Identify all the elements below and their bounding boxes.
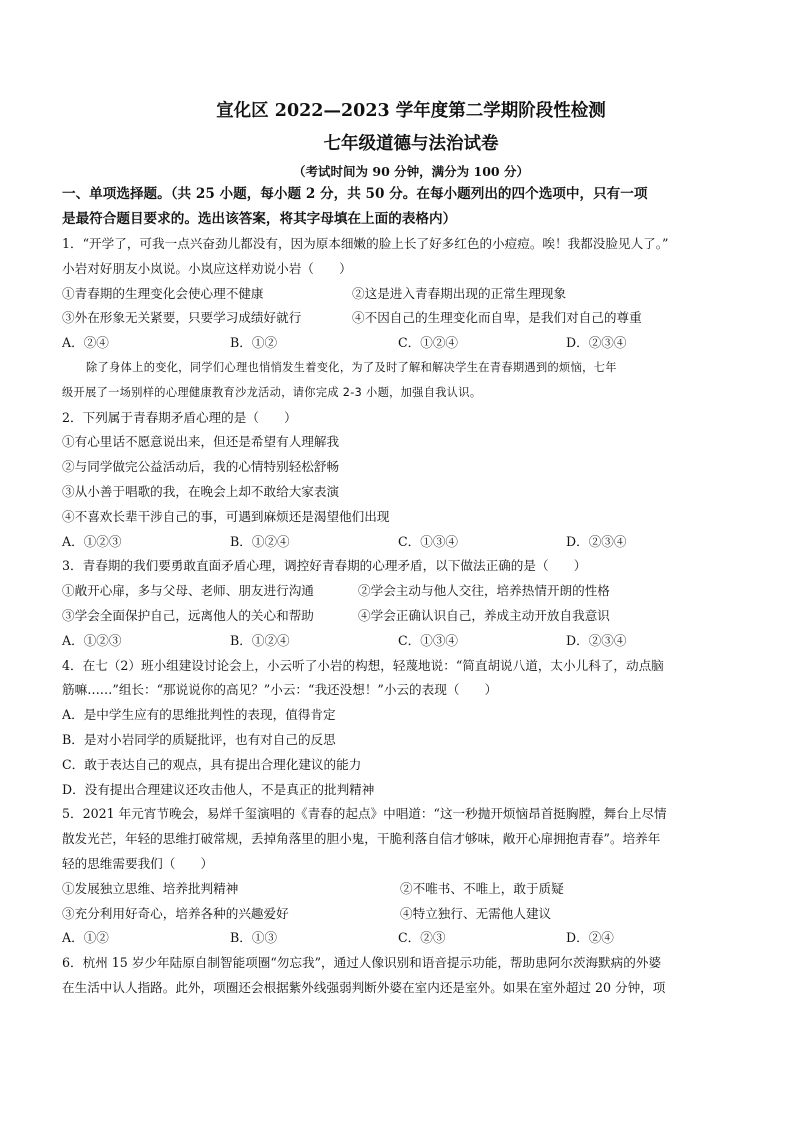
option-b: B．①②④ bbox=[230, 533, 290, 549]
question-1 bbox=[62, 232, 752, 356]
question-stem: 1．“开学了，可我一点兴奋劲儿都没有，因为原本细嫩的脸上长了好多红色的小痘痘。唉！我都没脸见人了。” bbox=[62, 236, 669, 251]
section-heading-cont: 是最符合题目要求的。选出该答案，将其字母填在上面的表格内） bbox=[62, 211, 457, 227]
statement: ③外在形象无关紧要，只要学习成绩好就行 bbox=[62, 310, 302, 326]
exam-subtitle: 七年级道德与法治试卷 bbox=[323, 134, 499, 154]
exam-note: （考试时间为 90 分钟，满分为 100 分） bbox=[293, 164, 529, 179]
answer-options bbox=[62, 926, 752, 951]
option-d: D．②③④ bbox=[566, 632, 627, 648]
statement-row bbox=[62, 604, 752, 629]
option-a: A．是中学生应有的思维批判性的表现，值得肯定 bbox=[62, 707, 336, 723]
option-a: A．②④ bbox=[62, 335, 109, 351]
option-c: C．敢于表达自己的观点，具有提出合理化建议的能力 bbox=[62, 756, 362, 772]
question-stem: 2．下列属于青春期矛盾心理的是（ ） bbox=[62, 409, 297, 425]
option-c: C．②③ bbox=[398, 930, 446, 946]
statement: ③学会全面保护自己，远离他人的关心和帮助 bbox=[62, 607, 314, 623]
statement: ①发展独立思维、培养批判精神 bbox=[62, 880, 239, 896]
statement: ②与同学做完公益活动后，我的心情特别轻松舒畅 bbox=[62, 459, 340, 475]
statement: ③充分利用好奇心，培养各种的兴趣爱好 bbox=[62, 905, 289, 921]
option-a: A．①② bbox=[62, 930, 109, 946]
statement: ①有心里话不愿意说出来，但还是希望有人理解我 bbox=[62, 434, 340, 450]
option-d: D．②④ bbox=[566, 930, 614, 946]
statement: ①敞开心扉，多与父母、老师、朋友进行沟通 bbox=[62, 583, 314, 599]
question-2 bbox=[62, 406, 752, 555]
statement: ④不喜欢长辈干涉自己的事，可遇到麻烦还是渴望他们出现 bbox=[62, 508, 390, 524]
statement: ③从小善于唱歌的我，在晚会上却不敢给大家表演 bbox=[62, 483, 340, 499]
statement: ②学会主动与他人交往，培养热情开朗的性格 bbox=[358, 583, 610, 599]
statement-row bbox=[62, 282, 752, 307]
question-stem-cont: 筋嘛……”组长：“那说说你的高见？”小云：“我还没想！”小云的表现（ ） bbox=[62, 682, 498, 698]
question-stem: 4．在七（2）班小组建设讨论会上，小云听了小岩的构想，轻蔑地说：“简直胡说八道，太小儿科了，动点脑 bbox=[62, 657, 664, 673]
option-b: B．是对小岩同学的质疑批评，也有对自己的反思 bbox=[62, 731, 336, 747]
statement: ④特立独行、无需他人建议 bbox=[400, 905, 552, 921]
statement: ④不因自己的生理变化而自卑，是我们对自己的尊重 bbox=[352, 310, 642, 326]
statement-row bbox=[62, 877, 752, 902]
answer-options bbox=[62, 530, 752, 555]
statement-row bbox=[62, 306, 752, 331]
option-d: D．②③④ bbox=[566, 533, 627, 549]
option-d: D．没有提出合理建议还攻击他人，不是真正的批判精神 bbox=[62, 781, 375, 797]
material-line: 除了身体上的变化，同学们心理也悄悄发生着变化，为了及时了解和解决学生在青春期遇到的烦恼，七年 bbox=[86, 360, 617, 374]
option-c: C．①③④ bbox=[398, 632, 459, 648]
statement: ②不唯书、不唯上，敢于质疑 bbox=[400, 880, 564, 896]
exam-page bbox=[62, 96, 752, 1001]
statement: ④学会正确认识自己，养成主动开放自我意识 bbox=[358, 607, 610, 623]
question-stem-cont: 小岩对好朋友小岚说。小岚应这样劝说小岩（ ） bbox=[62, 260, 352, 276]
question-stem-cont: 散发光芒，年轻的思维打破常规，丢掉角落里的胆小鬼，干脆利落自信才够味，敞开心扉拥抱青春”。培养年 bbox=[62, 831, 661, 847]
option-c: C．①②④ bbox=[398, 335, 459, 351]
option-a: A．①②③ bbox=[62, 533, 122, 549]
option-d: D．②③④ bbox=[566, 335, 627, 351]
option-c: C．①③④ bbox=[398, 533, 459, 549]
statement: ①青春期的生理变化会使心理不健康 bbox=[62, 285, 264, 301]
question-stem-cont: 轻的思维需要我们（ ） bbox=[62, 855, 214, 871]
material-line: 级开展了一场别样的心理健康教育沙龙活动，请你完成 2-3 小题，加强自我认识。 bbox=[62, 385, 482, 399]
question-stem: 6．杭州 15 岁少年陆原自制智能项圈“勿忘我”，通过人像识别和语音提示功能，帮助患阿尔茨海默病的外婆 bbox=[62, 955, 662, 971]
reading-material bbox=[62, 356, 752, 406]
statement: ②这是进入青春期出现的正常生理现象 bbox=[352, 285, 567, 301]
statement-row bbox=[62, 579, 752, 604]
answer-options bbox=[62, 331, 752, 356]
option-b: B．①③ bbox=[230, 930, 278, 946]
question-5 bbox=[62, 802, 752, 951]
question-4 bbox=[62, 654, 752, 803]
option-b: B．①② bbox=[230, 335, 278, 351]
question-stem: 5．2021 年元宵节晚会，易烊千玺演唱的《青春的起点》中唱道：“这一秒抛开烦恼昂首挺胸膛，舞台上尽情 bbox=[62, 806, 667, 822]
statement-row bbox=[62, 902, 752, 927]
option-a: A．①②③ bbox=[62, 632, 122, 648]
question-3 bbox=[62, 554, 752, 653]
answer-options bbox=[62, 629, 752, 654]
question-6 bbox=[62, 951, 752, 1001]
question-stem-cont: 在生活中认人指路。此外，项圈还会根据紫外线强弱判断外婆在室内还是室外。如果在室外超过 20 分钟，项 bbox=[62, 979, 666, 995]
question-stem: 3．青春期的我们要勇敢直面矛盾心理，调控好青春期的心理矛盾，以下做法正确的是（ ） bbox=[62, 558, 587, 574]
exam-title: 宣化区 2022—2023 学年度第二学期阶段性检测 bbox=[216, 101, 606, 121]
option-b: B．①②④ bbox=[230, 632, 290, 648]
section-heading: 一、单项选择题。（共 25 小题，每小题 2 分，共 50 分。在每小题列出的四个选项中，只有一项 bbox=[62, 186, 648, 202]
